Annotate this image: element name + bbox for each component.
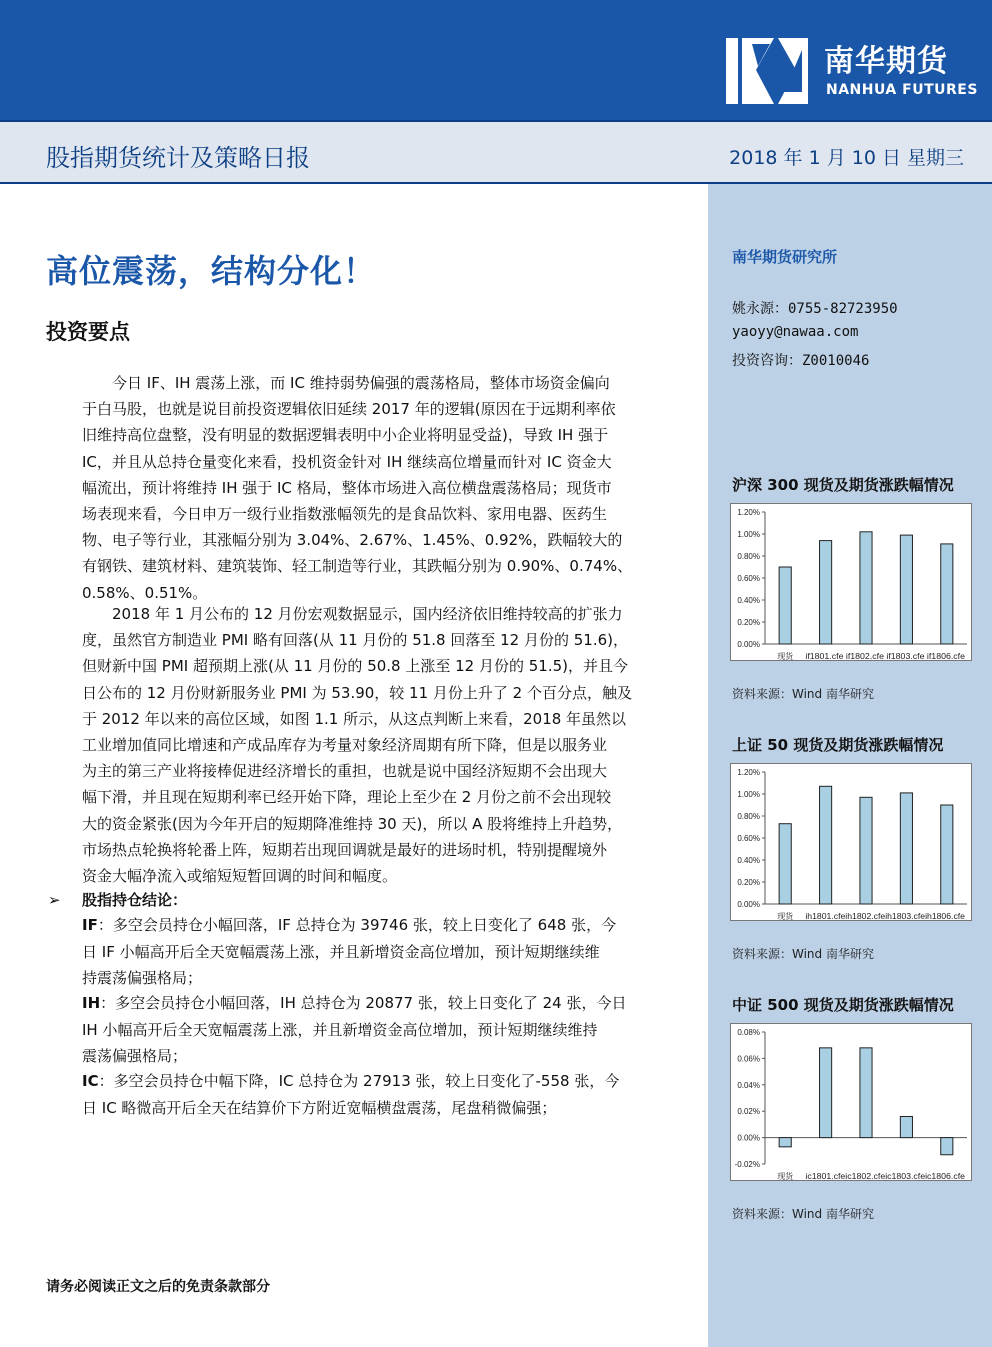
bar [820, 541, 832, 644]
analyst-email[interactable]: yaoyy@nawaa.com [732, 324, 859, 340]
y-tick-label: 0.40% [737, 596, 760, 605]
text-line: ：多空会员持仓中幅下降，IC 总持仓为 27913 张，较上日变化了-558 张，今 [98, 1072, 620, 1090]
x-tick-labels: ih1801.cfeih1802.cfeih1803.cfeih1806.cfe [805, 912, 966, 921]
ic-conclusion [82, 1068, 660, 1121]
chart-source-zz500: 资料来源：Wind 南华研究 [732, 1207, 874, 1221]
bar [941, 544, 953, 644]
nanhua-logo-icon [722, 30, 812, 110]
text-line: 度，虽然官方制造业 PMI 略有回落(从 11 月份的 51.8 回落至 12 月份的 51.6)， [82, 631, 629, 650]
text-line: 场表现来看，今日申万一级行业指数涨幅领先的是食品饮料、家用电器、医药生 [82, 505, 608, 524]
text-line: 工业增加值同比增速和产成品库存为考量对象经济周期有所下降，但是以服务业 [82, 736, 608, 755]
text-line: 日公布的 12 月份财新服务业 PMI 为 53.90，较 11 月份上升了 2 个百分点，触及 [82, 683, 632, 702]
y-tick-label: 0.20% [737, 618, 760, 627]
y-tick-label: 1.20% [737, 508, 760, 517]
paragraph-market-summary [82, 370, 660, 606]
text-line: 旧维持高位盘整，没有明显的数据逻辑表明中小企业将明显受益)，导致 IH 强于 [82, 426, 609, 445]
bar [860, 532, 872, 644]
y-tick-label: 0.00% [737, 1133, 760, 1143]
text-line: IH 小幅高开后全天宽幅震荡上涨，并且新增资金高位增加，预计短期继续维持 [82, 1020, 598, 1039]
text-line: ：多空会员持仓小幅回落，IH 总持仓为 20877 张，较上日变化了 24 张，今日 [100, 994, 627, 1012]
y-tick-label: 0.80% [737, 552, 760, 561]
text-line: 0.58%、0.51%。 [82, 583, 208, 602]
bar [860, 797, 872, 904]
report-name: 股指期货统计及策略日报 [46, 144, 310, 172]
bar [900, 793, 912, 904]
bar [779, 567, 791, 644]
y-tick-label: 1.00% [737, 530, 760, 539]
paragraph-macro-data [82, 601, 660, 889]
chart-hs300-svg [731, 504, 973, 662]
chart-source-hs300: 资料来源：Wind 南华研究 [732, 687, 874, 701]
text-line: 于 2012 年以来的高位区域，如图 1.1 所示，从这点判断上来看，2018 年虽然以 [82, 709, 627, 728]
bar [779, 824, 791, 904]
if-label: IF [82, 916, 98, 934]
text-line: 幅下滑，并且现在短期利率已经开始下降，理论上至少在 2 月份之前不会出现较 [82, 788, 612, 807]
text-line: 今日 IF、IH 震荡上涨，而 IC 维持弱势偏强的震荡格局，整体市场资金偏向 [112, 374, 610, 392]
text-line: ：多空会员持仓小幅回落，IF 总持仓为 39746 张，较上日变化了 648 张，今 [97, 916, 617, 934]
text-line: 震荡偏强格局； [82, 1047, 188, 1065]
chart-sz50 [730, 763, 972, 921]
if-conclusion [82, 912, 660, 992]
text-line: 物、电子等行业，其涨幅分别为 3.04%、2.67%、1.45%、0.92%，跌幅较大的 [82, 531, 623, 550]
text-line: 资金大幅净流入或缩短短暂回调的时间和幅度。 [82, 867, 398, 886]
text-line: 大的资金紧张(因为今年开启的短期降准维持 30 天)，所以 A 股将维持上升趋势， [82, 814, 623, 833]
chart-source-sz50: 资料来源：Wind 南华研究 [732, 947, 874, 961]
text-line: 日 IF 小幅高开后全天宽幅震荡上涨，并且新增资金高位增加，预计短期继续维 [82, 942, 600, 961]
chart-zz500 [730, 1023, 972, 1181]
logo-english-text: NANHUA FUTURES [826, 82, 978, 98]
bar [779, 1138, 791, 1147]
text-line: 日 IC 略微高开后全天在结算价下方附近宽幅横盘震荡，尾盘稍微偏强； [82, 1098, 557, 1117]
chart-title-sz50: 上证 50 现货及期货涨跌幅情况 [732, 736, 944, 754]
bar [941, 805, 953, 904]
ih-label: IH [82, 994, 101, 1012]
y-tick-label: 0.04% [737, 1080, 760, 1090]
x-tick-label: 现货 [777, 1172, 794, 1181]
x-tick-label: 现货 [777, 652, 794, 661]
y-tick-label: 0.00% [737, 900, 760, 909]
section-title: 投资要点 [46, 320, 130, 344]
text-line: 但财新中国 PMI 超预期上涨(从 11 月份的 50.8 上涨至 12 月份的 51.5)，并且今 [82, 657, 629, 676]
conclusion-heading [48, 887, 187, 913]
y-tick-label: 1.00% [737, 790, 760, 799]
x-tick-labels: if1801.cfe if1802.cfe if1803.cfe if1806.cfe [805, 652, 966, 661]
y-tick-label: 0.08% [737, 1028, 760, 1037]
y-tick-label: 0.06% [737, 1054, 760, 1064]
x-tick-label: 现货 [777, 912, 794, 921]
bar [860, 1048, 872, 1138]
text-line: 市场热点轮换将轮番上阵，短期若出现回调就是最好的进场时机，特别提醒境外 [82, 840, 608, 859]
bar [900, 535, 912, 644]
text-line: 持震荡偏强格局； [82, 969, 203, 987]
analyst-license: 投资咨询：Z0010046 [732, 353, 870, 369]
chart-zz500-svg [731, 1024, 973, 1182]
text-line: 2018 年 1 月公布的 12 月份宏观数据显示，国内经济依旧维持较高的扩张力 [112, 605, 623, 623]
x-tick-labels: ic1801.cfeic1802.cfeic1803.cfeic1806.cfe [805, 1172, 966, 1181]
y-tick-label: 0.40% [737, 856, 760, 865]
y-tick-label: 0.00% [737, 640, 760, 649]
y-tick-label: 0.20% [737, 878, 760, 887]
arrow-bullet-icon: ➢ [48, 891, 61, 909]
conclusion-title: 股指持仓结论： [82, 891, 188, 909]
chart-hs300 [730, 503, 972, 661]
bar [820, 786, 832, 904]
company-logo [722, 30, 982, 110]
ic-label: IC [82, 1072, 99, 1090]
bar [820, 1048, 832, 1138]
analyst-contact: 姚永源：0755-82723950 [732, 301, 898, 317]
text-line: 于白马股，也就是说目前投资逻辑依旧延续 2017 年的逻辑(原因在于远期利率依 [82, 400, 616, 419]
chart-sz50-svg [731, 764, 973, 922]
text-line: IC，并且从总持仓量变化来看，投机资金针对 IH 继续高位增量而针对 IC 资金大 [82, 452, 612, 471]
report-date: 2018 年 1 月 10 日 星期三 [729, 147, 964, 169]
chart-title-hs300: 沪深 300 现货及期货涨跌幅情况 [732, 476, 954, 494]
institute-name: 南华期货研究所 [732, 248, 838, 266]
y-tick-label: -0.02% [734, 1160, 760, 1169]
text-line: 幅流出，预计将维持 IH 强于 IC 格局，整体市场进入高位横盘震荡格局；现货市 [82, 478, 612, 497]
headline: 高位震荡，结构分化！ [46, 252, 377, 290]
disclaimer-note: 请务必阅读正文之后的免责条款部分 [46, 1279, 270, 1295]
y-tick-label: 0.02% [737, 1107, 760, 1117]
text-line: 为主的第三产业将接棒促进经济增长的重担，也就是说中国经济短期不会出现大 [82, 762, 608, 781]
y-tick-label: 1.20% [737, 768, 760, 777]
text-line: 有钢铁、建筑材料、建筑装饰、轻工制造等行业，其跌幅分别为 0.90%、0.74%、 [82, 557, 633, 576]
y-tick-label: 0.60% [737, 834, 760, 843]
bar [900, 1116, 912, 1137]
y-tick-label: 0.60% [737, 574, 760, 583]
ih-conclusion [82, 990, 660, 1070]
bar [941, 1138, 953, 1155]
chart-title-zz500: 中证 500 现货及期货涨跌幅情况 [732, 996, 954, 1014]
y-tick-label: 0.80% [737, 812, 760, 821]
logo-chinese-text: 南华期货 [824, 44, 948, 79]
